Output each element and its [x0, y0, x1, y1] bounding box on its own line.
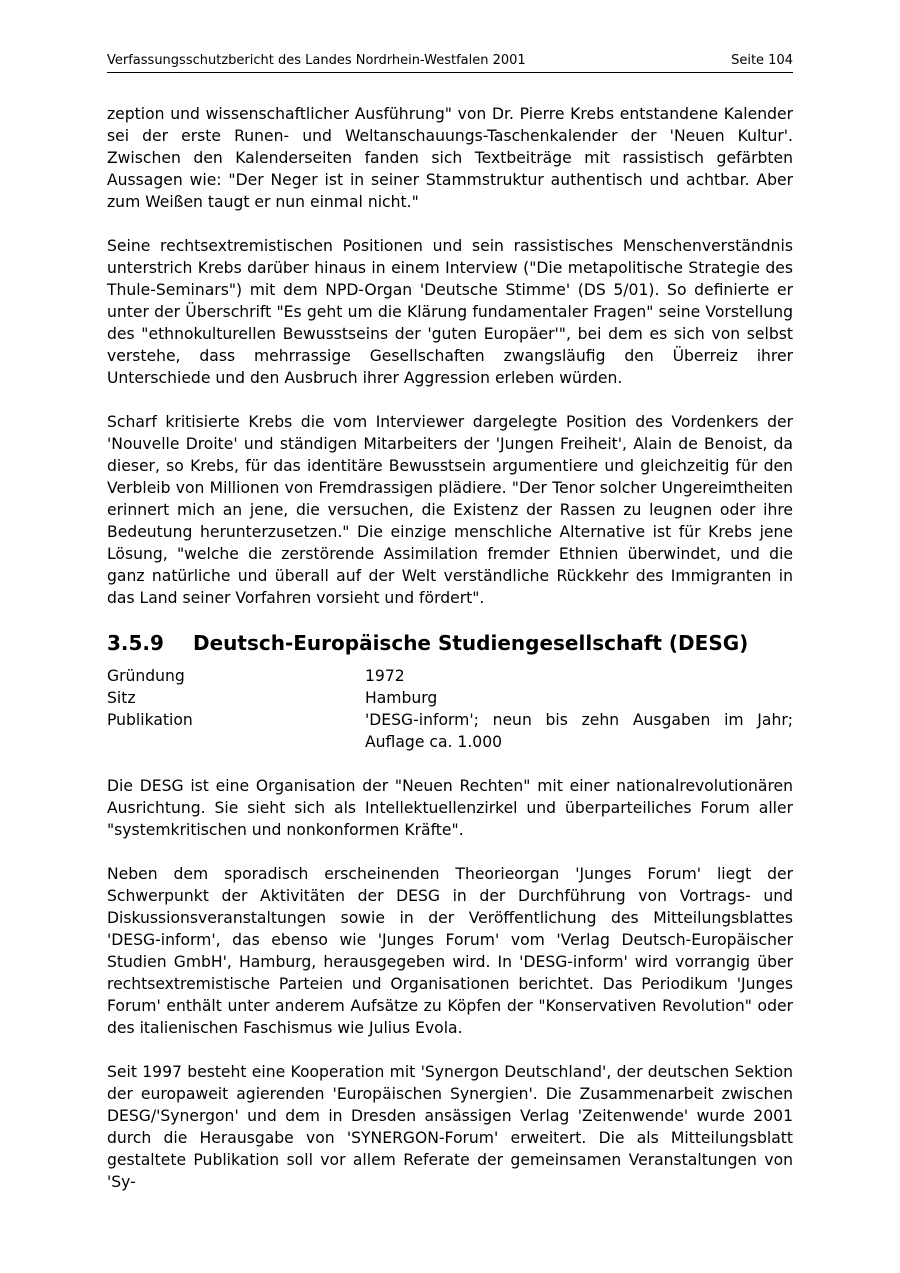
- fact-label: Publikation: [107, 711, 193, 729]
- running-header: [107, 50, 793, 73]
- page-number: Seite 104: [731, 53, 793, 68]
- fact-value: 'DESG-inform'; neun bis zehn Ausgaben im Jahr; Auflage ca. 1.000: [365, 711, 793, 751]
- section-number: 3.5.9: [107, 631, 164, 655]
- fact-table: [107, 665, 793, 753]
- document-page: [107, 50, 793, 1215]
- fact-value: 1972: [365, 667, 405, 685]
- header-title: Verfassungsschutzbericht des Landes Nordrhein-Westfalen 2001: [107, 53, 526, 68]
- section-heading: [107, 627, 793, 659]
- paragraph: Seine rechtsextremistischen Positionen und sein rassistisches Menschenverständnis unterstrich Krebs darüber hinaus in einem Interview ("Die metapolitische Strategie des Thule-Seminars") mit dem NPD-Organ 'Deutsche Stimme' (DS 5/01). So definierte er unter der Überschrift "Es geht um die Klärung fundamentaler Fragen" seine Vorstellung des "ethnokulturellen Bewusstseins der 'guten Europäer'", bei dem es sich von selbst verstehe, dass mehrrassige Gesellschaften zwangsläufig den Überreiz ihrer Unterschiede und den Ausbruch ihrer Aggression erleben würden.: [107, 237, 793, 387]
- fact-label: Sitz: [107, 689, 136, 707]
- fact-label: Gründung: [107, 667, 185, 685]
- paragraph: Seit 1997 besteht eine Kooperation mit 'Synergon Deutschland', der deutschen Sektion der europaweit agierenden 'Europäischen Synergien'. Die Zusammenarbeit zwischen DESG/'Synergon' und dem in Dresden ansässigen Verlag 'Zeitenwende' wurde 2001 durch die Herausgabe von 'SYNERGON-Forum' erweitert. Die als Mitteilungsblatt gestaltete Publikation soll vor allem Referate der gemeinsamen Veranstaltungen von 'Sy-: [107, 1063, 793, 1191]
- paragraph: Scharf kritisierte Krebs die vom Interviewer dargelegte Position des Vordenkers der 'Nouvelle Droite' und ständigen Mitarbeiters der 'Jungen Freiheit', Alain de Benoist, da dieser, so Krebs, für das identitäre Bewusstsein argumentiere und gleichzeitig für den Verbleib von Millionen von Fremdrassigen plädiere. "Der Tenor solcher Ungereimtheiten erinnert mich an jene, die versuchen, die Existenz der Rassen zu leugnen oder ihre Bedeutung herunterzusetzen." Die einzige menschliche Alternative ist für Krebs jene Lösung, "welche die zerstörende Assimilation fremder Ethnien überwindet, und die ganz natürliche und überall auf der Welt verständliche Rückkehr des Immigranten in das Land seiner Vorfahren vorsieht und fördert".: [107, 413, 793, 607]
- fact-row: [107, 687, 793, 709]
- paragraph: Die DESG ist eine Organisation der "Neuen Rechten" mit einer nationalrevolutionären Ausrichtung. Sie sieht sich als Intellektuellenzirkel und überparteiliches Forum aller "systemkritischen und nonkonformen Kräfte".: [107, 777, 793, 839]
- page-content: [107, 103, 793, 1193]
- fact-value: Hamburg: [365, 689, 438, 707]
- paragraph: Neben dem sporadisch erscheinenden Theorieorgan 'Junges Forum' liegt der Schwerpunkt der Aktivitäten der DESG in der Durchführung von Vortrags- und Diskussionsveranstaltungen sowie in der Veröffentlichung des Mitteilungsblattes 'DESG-inform', das ebenso wie 'Junges Forum' vom 'Verlag Deutsch-Europäischer Studien GmbH', Hamburg, herausgegeben wird. In 'DESG-inform' wird vorrangig über rechtsextremistische Parteien und Organisationen berichtet. Das Periodikum 'Junges Forum' enthält unter anderem Aufsätze zu Köpfen der "Konservativen Revolution" oder des italienischen Faschismus wie Julius Evola.: [107, 865, 793, 1037]
- section-title: Deutsch-Europäische Studiengesellschaft (DESG): [193, 631, 749, 655]
- fact-row: [107, 709, 793, 753]
- fact-row: [107, 665, 793, 687]
- paragraph: zeption und wissenschaftlicher Ausführung" von Dr. Pierre Krebs entstandene Kalender sei der erste Runen- und Weltanschauungs-Taschenkalender der 'Neuen Kultur'. Zwischen den Kalenderseiten fanden sich Textbeiträge mit rassistisch gefärbten Aussagen wie: "Der Neger ist in seiner Stammstruktur authentisch und achtbar. Aber zum Weißen taugt er nun einmal nicht.": [107, 105, 793, 211]
